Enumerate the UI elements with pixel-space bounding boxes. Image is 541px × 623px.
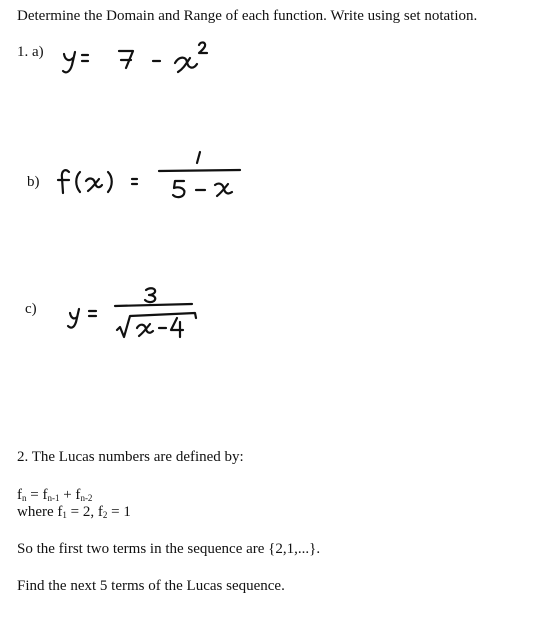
equation-1a <box>63 42 207 72</box>
problem-1a-label: 1. a) <box>17 44 44 60</box>
equation-1c <box>68 288 196 337</box>
task-text: Find the next 5 terms of the Lucas sequence. <box>17 578 285 594</box>
problem-2-intro: 2. The Lucas numbers are defined by: <box>17 449 244 465</box>
problem-1c-label: c) <box>25 301 37 317</box>
equation-1b <box>58 152 240 197</box>
instructions-text: Determine the Domain and Range of each function. Write using set notation. <box>17 8 478 24</box>
recurrence-line: $f_n = f_{n-1} + f_{n-2}$ <box>17 487 93 503</box>
initial-conditions-line: where $f_1 = 2$, $f_2 = 1$ <box>17 504 131 520</box>
problem-1b-label: b) <box>27 174 40 190</box>
first-terms-text: So the first two terms in the sequence are {2,1,...}. <box>17 541 321 557</box>
